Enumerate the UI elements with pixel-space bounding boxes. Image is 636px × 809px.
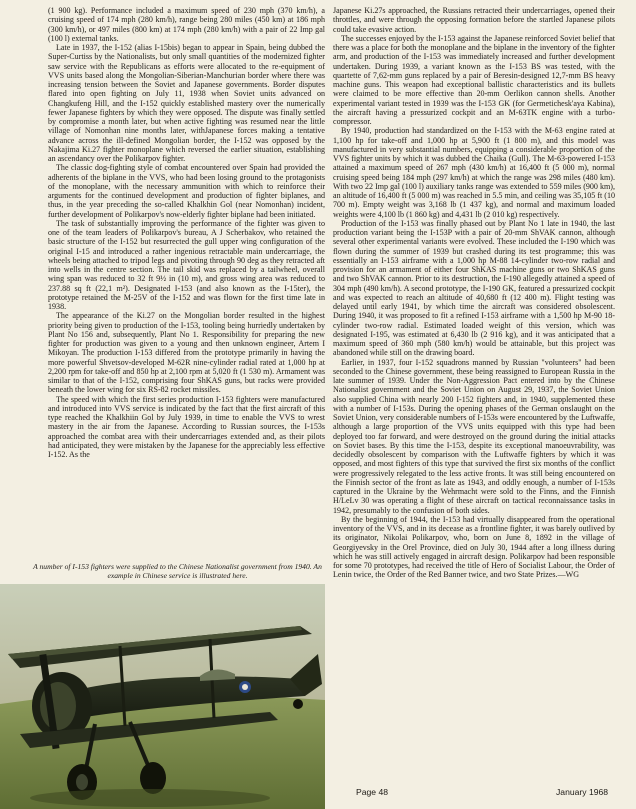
paragraph: By the beginning of 1944, the I-153 had virtually disappeared from the operational inventory of the VVS, and in its decease as a frontline fighter, it was barely outlived by its originator, Nikolai Polikarpov, who, born on June 8, 1892 in the village of Georgiyevsky in the Orel Province, died on July 30, 1944 after a long illness during which he was still actively engaged in aircraft design. Polikarpov had been responsible for some 70 prototypes, had received the title of Hero of Socialist Labour, the Order of Lenin twice, the Order of the Red Banner twice, and two State Prizes.—WG: [333, 514, 615, 580]
paragraph: The speed with which the first series production I-153 fighters were manufactured and introduced into VVS service is indicated by the fact that the first aircraft of this type reached the Khalkhiin Gol by July 1939, in time to enable the VVS to wrest mastery in the air from the Japanese. According to Russian sources, the I-153s approached the combat area with their undercarriages extended and, as their pilots had anticipated, they were mistaken by the Japanese for the appreciably less effective I-152. As the: [48, 394, 325, 459]
photo-caption: A number of I-153 fighters were supplied to the Chinese Nationalist government from 1940. An example in Chinese service is illustrated here.: [33, 562, 322, 580]
paragraph: Late in 1937, the I-152 (alias I-15bis) began to appear in Spain, being dubbed the Super-Curtiss by the Nationalists, but only small quantities of the modernized fighter saw service with the Republicans as efforts were allocated to the re-equipment of VVS units based along the Mongolian-Siberian-Manchurian border where there was increasing tension between the Soviet and Japanese governments. Border disputes flared into open fighting on July 11, 1938 when Soviet units advanced on Changkufeng Hill, and the I-152 quickly established mastery over the numerically fewer Japanese fighters by which they were opposed. The dispute was finally settled by compromise a month later, but when active fighting was resumed near the little village of Nomonhan nine months later, withJapanese forces making a tentative advance across the ill-defined Mongolian border, the I-152 was opposed by the Nakajima Ki.27 fighter monoplane which reversed the earlier situation, establishing an ascendancy over the Polikarpov fighter.: [48, 43, 325, 163]
paragraph: (1 900 kg). Performance included a maximum speed of 230 mph (370 km/h), a cruising speed of 174 mph (280 km/h), range being 280 miles (450 km) at 186 mph (300 km/h), or 497 miles (800 km) at 174 mph (280 km/h) with a pair of 22 Imp gal (100 l) external tanks.: [48, 6, 325, 43]
paragraph: Production of the I-153 was finally phased out by Plant No 1 late in 1940, the last production variant being the I-153P with a pair of 20-mm ShVAK cannon, although several other experimental variants were evolved. These included the I-190 which was flown during the summer of 1939 but crashed during its test programme; this was essentially an I-153 airframe with a 1,000 hp M-88 14-cylinder two-row radial and provision for an armament of either four ShKAS machine guns or two ShKAS guns and two ShVAK cannon. Prior to its destruction, the I-190 allegedly attained a speed of 304 mph (490 km/h). A second prototype, the I-190 GK, featured a pressurized cockpit and was expected to reach an altitude of 40,680 ft (12 400 m). Flight testing was delayed until early 1941, by which time the aircraft was considered obsolescent. During 1940, it was proposed to fit a refined I-153 airframe with a 1,500 hp M-90 18-cylinder two-row radial. Estimated loaded weight of this version, which was designated I-195, was estimated at 6,430 lb (2 916 kg), and it was anticipated that a maximum speed of 360 mph (580 km/h) would be attainable, but this project was abandoned while still on the drawing board.: [333, 218, 615, 358]
paragraph: The classic dog-fighting style of combat encountered over Spain had provided the adherents of the biplane in the VVS, who had been losing ground to the protagonists of the monoplane, with the necessary ammunition with which to reinforce their arguments for the continued development and production of fighter biplanes, and thus, in the year preceding the so-called Khalkhin Gol (near Nomonhan) incident, further development of Polikarpov's now-elderly fighter biplane had been initiated.: [48, 163, 325, 219]
right-text-column: [333, 6, 615, 580]
paragraph: By 1940, production had standardized on the I-153 with the M-63 engine rated at 1,100 hp for take-off and 1,000 hp at 5,900 ft (1 800 m), and this model was manufactured in very substantial numbers, equipping a considerable proportion of the VVS fighter units by which it was dubbed the Chaika (Gull). The M-63-powered I-153 attained a maximum speed of 267 mph (430 km/h) at 16,400 ft (5 000 m), normal cruising speed being 184 mph (297 km/h) at which the range was 298 miles (480 km). With two 22 Imp gal (100 l) auxiliary tanks range was extended to 559 miles (900 km), an altitude of 16,400 ft (5 000 m) was reached in 5.5 min, and ceiling was 35,105 ft (10 700 m). Empty weight was 3,168 lb (1 437 kg), and normal and maximum loaded weights were 4,100 lb (1 860 kg) and 4,431 lb (2 010 kg) respectively.: [333, 126, 615, 219]
paragraph: The successes enjoyed by the I-153 against the Japanese reinforced Soviet belief that there was a place for both the monoplane and the biplane in the inventory of the fighter arm, and production of the I-153 was immediately increased and further development undertaken. During 1939, a variant known as the I-153 BS was tested, with the quartette of 7,62-mm guns replaced by a pair of Beresin-designed 12,7-mm BS heavy machine guns. This weapon had exceptional ballistic characteristics and its bullets were claimed to be more effective than 20-mm Oerlikon cannon shells. Another experimental variant tested in 1939 was the I-153 GK (for Germetichesk'aya Kabina), the aircraft having a pressurized cockpit and an M-63TK engine with a turbo-compressor.: [333, 33, 615, 126]
left-text-column: [48, 6, 325, 459]
paragraph: The task of substantially improving the performance of the fighter was given to one of the team leaders of Polikarpov's bureau, A J Scherbakov, who retained the basic structure of the I-152 but resurrected the gull upper wing configuration of the original I-15 and introduced a rather ingenious retractable main undercarriage, the wheels being attached to tripod legs and pivoting through 90 deg as they retracted aft into wells in the centre section. The tail skid was replaced by a tailwheel, overall wing span was reduced to 32 ft 9½ in (10 m), and gross wing area was reduced to 237.88 sq ft (22,1 m²). Designated I-153 (and also known as the I-15ter), the prototype retained the M-25V of the I-152 and was flown for the first time late in 1938.: [48, 218, 325, 311]
issue-date: January 1968: [556, 787, 609, 797]
aircraft-photo: [0, 584, 325, 809]
paragraph: The appearance of the Ki.27 on the Mongolian border resulted in the highest priority being given to production of the I-153, tooling being hurriedly undertaken by Plant No 156 and, subsequently, Plant No 1. Responsibility for preparing the new fighter for production was given to a young and then unknown engineer, Artem I Mikoyan. The production I-153 differed from the prototype primarily in having the more powerful Shvetsov-developed M-62R nine-cylinder radial rated at 1,000 hp at 2,200 rpm for take-off and 850 hp at 2,100 rpm at 5,020 ft (1 530 m). Armament was similar to that of the I-152, comprising four ShKAS guns, but racks were provided beneath the lower wing for six RS-82 rocket missiles.: [48, 311, 325, 395]
page-number: Page 48: [356, 787, 389, 797]
i153-chinese-service-photo: [0, 584, 325, 809]
paragraph: Japanese Ki.27s approached, the Russians retracted their undercarriages, opened their throttles, and were through the opposing formation before the startled Japanese pilots could take evasive action.: [333, 6, 615, 34]
paragraph: Earlier, in 1937, four I-152 squadrons manned by Russian "volunteers" had been seconded to the Chinese government, these being reassigned to European Russia in the late summer of 1939. Under the Non-Aggression Pact entered into by the Chinese Nationalist government and the Soviet Union on August 29, 1937, the Soviet Union also supplied China with nearly 200 I-152 fighters and, in 1940, supplemented these with a number of I-153s. During the opening phases of the German onslaught on the Soviet Union, very considerable numbers of I-153s were encountered by the Luftwaffe, although a large proportion of the VVS units equipped with this type had been deployed too far forward, and were destroyed on the ground during the initial attacks on Soviet bases. By this time the I-153, despite its exceptional manoeuvrability, was decidedly obsolescent by comparison with the Luftwaffe fighters by which it was opposed, and most fighters of this type that survived the first six months of the conflict were progressively relegated to the less active fronts. It was still being encountered on the Finnish sector of the front as late as 1943, and oddly enough, a number of I-153s captured in the Ukraine by the Wehrmacht were sold to the Finns, and the Finnish H/LeLv 30 was operating a flight of these aircraft on tactical reconnaissance tasks in 1942, presumably to the confusion of both sides.: [333, 357, 615, 515]
